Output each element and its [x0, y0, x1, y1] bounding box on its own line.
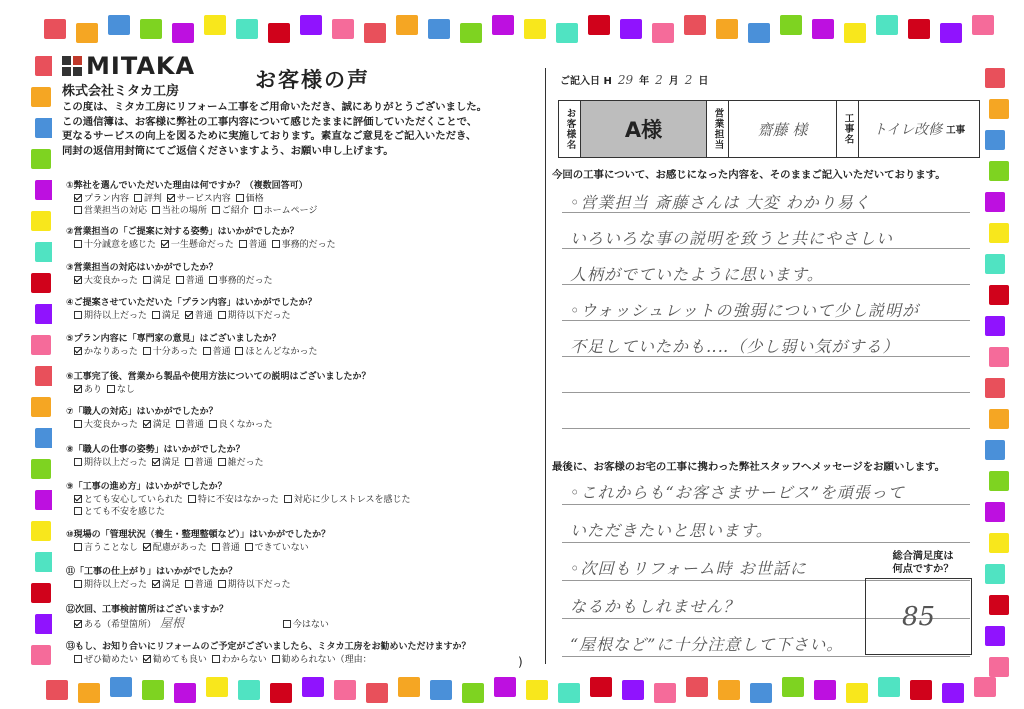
checkbox[interactable] [143, 420, 151, 428]
option-label: 十分誠意を感じた [84, 239, 157, 250]
checkbox[interactable] [74, 240, 82, 248]
question-item [66, 371, 526, 396]
customer-name[interactable]: A様 [581, 101, 707, 157]
handwritten-comment: ◦次回もリフォーム時 お世話に [570, 559, 807, 578]
checkbox[interactable] [74, 655, 82, 663]
frame-square [174, 683, 196, 703]
frame-square [31, 583, 51, 603]
frame-square [31, 521, 51, 541]
frame-square [985, 440, 1005, 460]
frame-square [462, 683, 484, 703]
checkbox[interactable] [185, 311, 193, 319]
frame-square [238, 680, 260, 700]
option-row [66, 310, 526, 323]
question-text: ②営業担当の「ご提案に対する姿勢」はいかがでしたか？ [66, 227, 299, 237]
frame-square [236, 19, 258, 39]
logo-mark-icon [62, 56, 82, 76]
checkbox[interactable] [235, 347, 243, 355]
frame-square [396, 15, 418, 35]
frame-square [428, 19, 450, 39]
checkbox[interactable] [272, 655, 280, 663]
ruled-line [562, 504, 970, 505]
option-row [66, 457, 526, 470]
frame-square [31, 459, 51, 479]
option-label: 勧めても良い [152, 654, 207, 665]
option-row [66, 579, 526, 592]
checkbox[interactable] [74, 311, 82, 319]
frame-square [494, 677, 516, 697]
ruled-line [562, 392, 970, 393]
checkbox[interactable] [218, 580, 226, 588]
handwritten-comment: 人柄がでていたように思います。 [570, 265, 824, 284]
handwritten-comment: ◦営業担当 斎藤さんは 大変 わかり易く [570, 193, 871, 212]
checkbox[interactable] [218, 311, 226, 319]
frame-square [526, 680, 548, 700]
checkbox[interactable] [236, 194, 244, 202]
checkbox[interactable] [143, 276, 151, 284]
day-unit: 日 [698, 76, 709, 87]
question-item [66, 180, 526, 218]
work-name-value: トイレ改修 [872, 122, 943, 138]
question-text: ①弊社を選んでいただいた理由は何ですか？（複数回答可） [66, 181, 308, 191]
option-label: できていない [254, 542, 309, 553]
option-label: 普通 [185, 275, 204, 286]
page-title: お客様の声 [255, 68, 370, 92]
frame-square [782, 677, 804, 697]
checkbox[interactable] [74, 507, 82, 515]
frame-square [985, 564, 1005, 584]
checkbox[interactable] [74, 276, 82, 284]
frame-square [985, 378, 1005, 398]
checkbox[interactable] [74, 543, 82, 551]
checkbox[interactable] [212, 206, 220, 214]
frame-square [430, 680, 452, 700]
question-text: ⑨「工事の進め方」はいかがでしたか？ [66, 482, 227, 492]
option-label: 満足 [161, 579, 180, 590]
frame-square [300, 15, 322, 35]
frame-square [110, 677, 132, 697]
option-label: 期待以上だった [84, 310, 148, 321]
column-divider [545, 68, 546, 664]
frame-square [910, 680, 932, 700]
checkbox[interactable] [284, 495, 292, 503]
frame-square [270, 683, 292, 703]
option-label: ホームページ [263, 206, 318, 216]
company-logo [62, 52, 195, 80]
handwritten-comment: いただきたいと思います。 [570, 521, 773, 540]
option-row [66, 542, 526, 555]
option-label: プラン内容 [84, 193, 130, 204]
question-text: ⑥工事完了後、営業から製品や使用方法についての説明はございましたか？ [66, 372, 371, 382]
score-question-line: 何点ですか？ [892, 564, 954, 575]
option-row [66, 617, 526, 632]
work-suffix: 工事 [946, 125, 966, 136]
option-label: 事務的だった [281, 239, 336, 250]
checkbox[interactable] [152, 311, 160, 319]
option-label: 十分あった [152, 346, 198, 357]
frame-square [332, 19, 354, 39]
frame-square [940, 23, 962, 43]
option-row [66, 494, 526, 507]
frame-square [558, 683, 580, 703]
frame-square [989, 99, 1009, 119]
question-item [66, 333, 526, 358]
customer-label: お客様名 [559, 101, 581, 157]
checkbox[interactable] [143, 655, 151, 663]
frame-square [989, 223, 1009, 243]
option-row [66, 506, 526, 519]
handwritten-answer[interactable]: 屋根 [160, 615, 185, 630]
option-label: 満足 [152, 275, 171, 286]
frame-square [686, 677, 708, 697]
question-text: ⑧「職人の仕事の姿勢」はいかがでしたか？ [66, 445, 245, 455]
frame-square [492, 15, 514, 35]
question-item [66, 226, 526, 251]
frame-square [31, 149, 51, 169]
option-label: ぜひ勧めたい [84, 654, 139, 665]
frame-square [780, 15, 802, 35]
ruled-line [562, 656, 970, 657]
frame-square [302, 677, 324, 697]
option-label: 普通 [221, 542, 240, 553]
checkbox[interactable] [74, 347, 82, 355]
checkbox[interactable] [239, 240, 247, 248]
checkbox[interactable] [167, 194, 175, 202]
handwritten-comment: 不足していたかも‥‥（少し弱い気がする） [570, 337, 900, 356]
frame-square [31, 211, 51, 231]
checkbox[interactable] [152, 206, 160, 214]
score-question-line: 総合満足度は [892, 551, 954, 562]
frame-square [974, 677, 996, 697]
frame-square [76, 23, 98, 43]
question-item [66, 566, 526, 591]
option-label: 普通 [194, 310, 213, 321]
option-label: 言うことなし [84, 542, 139, 553]
checkbox[interactable] [74, 420, 82, 428]
option-label: 当社の場所 [161, 206, 207, 216]
frame-square [985, 130, 1005, 150]
checkbox[interactable] [209, 420, 217, 428]
frame-square [812, 19, 834, 39]
question-text: ④ご提案させていただいた「プラン内容」はいかがでしたか？ [66, 298, 317, 308]
checkbox[interactable] [107, 385, 115, 393]
option-label: 満足 [152, 419, 171, 430]
option-label: 大変良かった [84, 419, 139, 430]
option-label: わからない [221, 654, 267, 665]
score-question [868, 550, 978, 576]
option-label: 評判 [143, 193, 162, 204]
checkbox[interactable] [134, 194, 142, 202]
option-label: あり [84, 384, 103, 395]
question-item [66, 481, 526, 519]
checkbox[interactable] [245, 543, 253, 551]
frame-square [985, 254, 1005, 274]
option-label: 満足 [161, 310, 180, 321]
entry-day[interactable]: 2 [684, 73, 693, 87]
question-item [66, 604, 526, 631]
checkbox[interactable] [218, 458, 226, 466]
question-item [66, 262, 526, 287]
frame-square [989, 161, 1009, 181]
checkbox[interactable] [185, 458, 193, 466]
company-name: 株式会社ミタカ工房 [62, 84, 180, 99]
option-label: ある（希望箇所） [84, 619, 157, 630]
frame-square [622, 680, 644, 700]
logo-brand: MITAKA [86, 52, 196, 80]
option-row [66, 654, 526, 667]
handwritten-comment: ◦ウォッシュレットの強弱について少し説明が [570, 301, 919, 320]
question-text: ⑤プラン内容に「専門家の意見」はございましたか？ [66, 334, 281, 344]
option-row [66, 239, 526, 252]
ruled-line [562, 428, 970, 429]
option-row [66, 193, 526, 206]
frame-square [972, 15, 994, 35]
option-label: 期待以下だった [227, 310, 291, 321]
frame-square [44, 19, 66, 39]
question-text: ⑫次回、工事検討箇所はございますか？ [66, 605, 229, 615]
frame-square [748, 23, 770, 43]
question-text: ⑦「職人の対応」はいかがでしたか？ [66, 407, 218, 417]
frame-square [652, 23, 674, 43]
option-row [66, 384, 526, 397]
section-comments-heading: 今回の工事について、お感じになった内容を、そのままご記入いただいております。 [552, 169, 946, 181]
checkbox[interactable] [203, 347, 211, 355]
frame-square [750, 683, 772, 703]
checkbox[interactable] [74, 580, 82, 588]
frame-square [334, 680, 356, 700]
frame-square [718, 680, 740, 700]
frame-square [654, 683, 676, 703]
option-label: 良くなかった [218, 419, 273, 430]
option-label: 期待以上だった [84, 579, 148, 590]
option-row [66, 346, 526, 359]
checkbox[interactable] [176, 420, 184, 428]
frame-square [989, 285, 1009, 305]
entry-date [560, 72, 708, 87]
checkbox[interactable] [176, 276, 184, 284]
handwritten-comment: なるかもしれません？ [570, 597, 741, 616]
checkbox[interactable] [161, 240, 169, 248]
question-text: ⑩現場の「管理状況（養生・整理整頓など）」はいかがでしたか？ [66, 530, 331, 540]
checkbox[interactable] [74, 194, 82, 202]
staff-label: 営業担当 [707, 101, 729, 157]
month-unit: 月 [668, 76, 679, 87]
question-item [66, 641, 526, 666]
option-label: 普通 [194, 579, 213, 590]
frame-square [876, 15, 898, 35]
frame-square [366, 683, 388, 703]
checkbox[interactable] [212, 543, 220, 551]
question-item [66, 406, 526, 431]
intro-line: この通信簿は、お客様に弊社の工事内容について感じたままに評価していただくことで、 [62, 115, 478, 128]
frame-square [989, 409, 1009, 429]
option-row [66, 205, 526, 218]
checkbox[interactable] [74, 458, 82, 466]
frame-square [31, 645, 51, 665]
checkbox[interactable] [185, 580, 193, 588]
frame-square [989, 347, 1009, 367]
option-label: かなりあった [84, 346, 138, 357]
option-label: とても安心していられた [84, 494, 184, 505]
frame-square [268, 23, 290, 43]
option-row [66, 419, 526, 432]
frame-square [78, 683, 100, 703]
handwritten-comment: ◦これからも“お客さまサービス”を頑張って [570, 483, 905, 502]
checkbox[interactable] [74, 495, 82, 503]
question-text: ③営業担当の対応はいかがでしたか？ [66, 263, 218, 273]
frame-square [398, 677, 420, 697]
work-name[interactable] [859, 101, 979, 157]
entry-date-label: ご記入日 H [560, 76, 612, 87]
frame-square [140, 19, 162, 39]
frame-square [556, 23, 578, 43]
checkbox[interactable] [254, 206, 262, 214]
frame-square [908, 19, 930, 39]
question-item [66, 444, 526, 469]
option-label: 期待以上だった [84, 457, 148, 468]
option-label: なし [116, 384, 135, 395]
year-unit: 年 [639, 76, 650, 87]
frame-square [985, 316, 1005, 336]
frame-square [985, 502, 1005, 522]
frame-square [716, 19, 738, 39]
question-text: ⑬もし、お知り合いにリフォームのご予定がございましたら、ミタカ工房をお勧めいただけますか？ [66, 642, 471, 652]
question-text: ⑪「工事の仕上がり」はいかがでしたか？ [66, 567, 238, 577]
staff-name[interactable]: 齋藤 様 [729, 101, 837, 157]
frame-square [684, 15, 706, 35]
frame-square [985, 192, 1005, 212]
option-label: 一生懸命だった [170, 239, 234, 250]
frame-square [31, 87, 51, 107]
checkbox[interactable] [143, 347, 151, 355]
score-box[interactable]: 85 [865, 578, 972, 655]
intro-line: この度は、ミタカ工房にリフォーム工事をご用命いただき、誠にありがとうございました。 [62, 101, 488, 113]
frame-square [524, 19, 546, 39]
checkbox[interactable] [152, 580, 160, 588]
option-label: 配慮があった [152, 542, 207, 553]
customer-info-table [558, 100, 980, 158]
option-label: 普通 [212, 346, 231, 357]
checkbox[interactable] [209, 276, 217, 284]
frame-square [590, 677, 612, 697]
checkbox[interactable] [283, 620, 291, 628]
checkbox[interactable] [74, 206, 82, 214]
frame-square [985, 68, 1005, 88]
option-label: 雑だった [227, 457, 264, 468]
frame-square [46, 680, 68, 700]
frame-square [844, 23, 866, 43]
checkbox[interactable] [212, 655, 220, 663]
frame-square [204, 15, 226, 35]
handwritten-comment: いろいろな事の説明を致うと共にやさしい [570, 229, 894, 248]
option-label: 価格 [245, 193, 264, 204]
intro-line: 更なるサービスの向上を図るために実施しております。素直なご意見をご記入いただき、 [62, 130, 477, 143]
checkbox[interactable] [74, 385, 82, 393]
frame-square [989, 471, 1009, 491]
frame-square [989, 533, 1009, 553]
entry-month[interactable]: 2 [655, 73, 663, 87]
ruled-line [562, 542, 970, 543]
section-message-heading: 最後に、お客様のお宅の工事に携わった弊社スタッフへメッセージをお願いします。 [552, 461, 946, 473]
option-label: 対応に少しストレスを感じた [293, 494, 411, 505]
option-label: 事務的だった [218, 275, 273, 286]
frame-square [206, 677, 228, 697]
option-label: 営業担当の対応 [84, 206, 148, 216]
checkbox[interactable] [152, 458, 160, 466]
option-label: 勧められない（理由： [281, 654, 372, 665]
option-row [66, 275, 526, 288]
frame-square [846, 683, 868, 703]
frame-square [108, 15, 130, 35]
frame-square [31, 335, 51, 355]
frame-square [142, 680, 164, 700]
option-label: 期待以下だった [227, 579, 291, 590]
frame-square [989, 595, 1009, 615]
intro-text [62, 100, 537, 158]
option-label: 普通 [248, 239, 267, 250]
frame-square [31, 273, 51, 293]
frame-square [620, 19, 642, 39]
option-label: 満足 [161, 457, 180, 468]
checkbox[interactable] [74, 620, 82, 628]
frame-square [878, 677, 900, 697]
checkbox[interactable] [272, 240, 280, 248]
checkbox[interactable] [188, 495, 196, 503]
option-label: ほとんどなかった [245, 346, 318, 357]
option-label: 今はない [292, 619, 329, 630]
entry-year[interactable]: 29 [617, 73, 634, 87]
checkbox[interactable] [143, 543, 151, 551]
option-label: 特に不安はなかった [197, 494, 279, 505]
option-label: サービス内容 [176, 193, 231, 204]
option-label: 普通 [194, 457, 213, 468]
frame-square [588, 15, 610, 35]
frame-square [31, 397, 51, 417]
question-item [66, 529, 526, 554]
option-label: とても不安を感じた [84, 507, 166, 517]
frame-square [364, 23, 386, 43]
question-item [66, 297, 526, 322]
option-label: ご紹介 [221, 206, 249, 216]
frame-square [460, 23, 482, 43]
work-label: 工事名 [837, 101, 859, 157]
frame-square [989, 657, 1009, 677]
frame-square [172, 23, 194, 43]
option-label: 大変良かった [84, 275, 139, 286]
handwritten-comment: “屋根など”に十分注意して下さい。 [570, 635, 844, 654]
frame-square [985, 626, 1005, 646]
intro-line: 同封の返信用封筒にてご返信くださいますよう、お願い申し上げます。 [62, 144, 394, 157]
frame-square [942, 683, 964, 703]
option-label: 普通 [185, 419, 204, 430]
frame-square [814, 680, 836, 700]
reason-close-paren: ) [518, 655, 523, 669]
